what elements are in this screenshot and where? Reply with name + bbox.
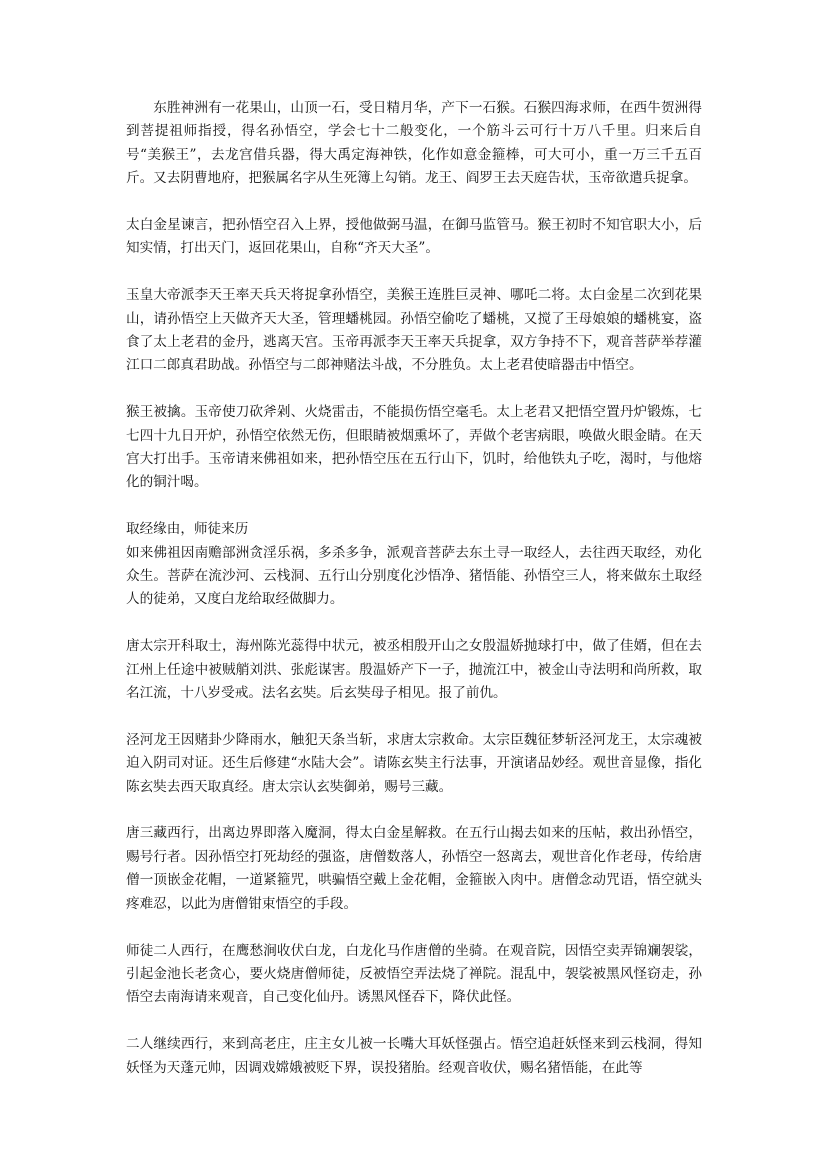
- document-page: [126, 97, 702, 1103]
- paragraph: 师徒二人西行，在鹰愁涧收伏白龙，白龙化马作唐僧的坐骑。在观音院，因悟空卖弄锦斓袈裟，引起金池长老贪心，要火烧唐僧师徒，反被悟空弄法烧了禅院。混乱中，袈裟被黑风怪窃走，孙悟空去南海请来观音，自己变化仙丹。诱黑风怪吞下，降伏此怪。: [126, 942, 702, 1006]
- paragraph: 东胜神洲有一花果山，山顶一石，受日精月华，产下一石猴。石猴四海求师，在西牛贺洲得到菩提祖师指授，得名孙悟空，学会七十二般变化，一个筋斗云可行十万八千里。归来后自号“美猴王”，去龙宫借兵器，得大禹定海神铁，化作如意金箍棒，可大可小，重一万三千五百斤。又去阴曹地府，把猴属名字从生死簿上勾销。龙王、阎罗王去天庭告状，玉帝欲遣兵捉拿。: [126, 100, 702, 187]
- paragraph: 太白金星谏言，把孙悟空召入上界，授他做弼马温，在御马监管马。猴王初时不知官职大小，后知实情，打出天门，返回花果山，自称“齐天大圣”。: [126, 217, 702, 257]
- paragraph: 二人继续西行，来到高老庄，庄主女儿被一长嘴大耳妖怪强占。悟空追赶妖怪来到云栈洞，得知妖怪为天蓬元帅，因调戏嫦娥被贬下界，误投猪胎。经观音收伏，赐名猪悟能，在此等: [126, 1036, 702, 1076]
- paragraph: 泾河龙王因赌卦少降雨水，触犯天条当斩，求唐太宗救命。太宗臣魏征梦斩泾河龙王，太宗魂被迫入阴司对证。还生后修建“水陆大会”。请陈玄奘主行法事，开演诸品妙经。观世音显像，指化陈玄奘去西天取真经。唐太宗认玄奘御弟，赐号三藏。: [126, 731, 702, 795]
- paragraph: 猴王被擒。玉帝使刀砍斧剁、火烧雷击，不能损伤悟空毫毛。太上老君又把悟空置丹炉锻炼，七七四十九日开炉，孙悟空依然无伤，但眼睛被烟熏坏了，弄做个老害病眼，唤做火眼金睛。在天宫大打出手。玉帝请来佛祖如来，把孙悟空压在五行山下，饥时，给他铁丸子吃，渴时，与他熔化的铜汁喝。: [126, 404, 702, 491]
- paragraph: 唐三藏西行，出离边界即落入魔洞，得太白金星解救。在五行山揭去如来的压帖，救出孙悟空，赐号行者。因孙悟空打死劫经的强盗，唐僧数落人，孙悟空一怒离去，观世音化作老母，传给唐僧一顶嵌金花帽，一道紧箍咒，哄骗悟空戴上金花帽，金箍嵌入肉中。唐僧念动咒语，悟空就头疼难忍，以此为唐僧钳束悟空的手段。: [126, 825, 702, 912]
- section-heading: 取经缘由，师徒来历: [126, 521, 249, 538]
- paragraph: 唐太宗开科取士，海州陈光蕊得中状元，被丞相殷开山之女殷温娇抛球打中，做了佳婿，但在去江州上任途中被贼艄刘洪、张彪谋害。殷温娇产下一子，抛流江中，被金山寺法明和尚所救，取名江流，十八岁受戒。法名玄奘。后玄奘母子相见。报了前仇。: [126, 638, 702, 702]
- paragraph: 玉皇大帝派李天王率天兵天将捉拿孙悟空，美猴王连胜巨灵神、哪吒二将。太白金星二次到花果山，请孙悟空上天做齐天大圣，管理蟠桃园。孙悟空偷吃了蟠桃，又搅了王母娘娘的蟠桃宴，盗食了太上老君的金丹，逃离天宫。玉帝再派李天王率天兵捉拿，双方争持不下，观音菩萨举荐灌江口二郎真君助战。孙悟空与二郎神赌法斗战，不分胜负。太上老君使暗器击中悟空。: [126, 287, 702, 374]
- paragraph: 如来佛祖因南赡部洲贪淫乐祸，多杀多争，派观音菩萨去东土寻一取经人，去往西天取经，劝化众生。菩萨在流沙河、云栈洞、五行山分别度化沙悟净、猪悟能、孙悟空三人，将来做东土取经人的徒弟，又度白龙给取经做脚力。: [126, 544, 702, 608]
